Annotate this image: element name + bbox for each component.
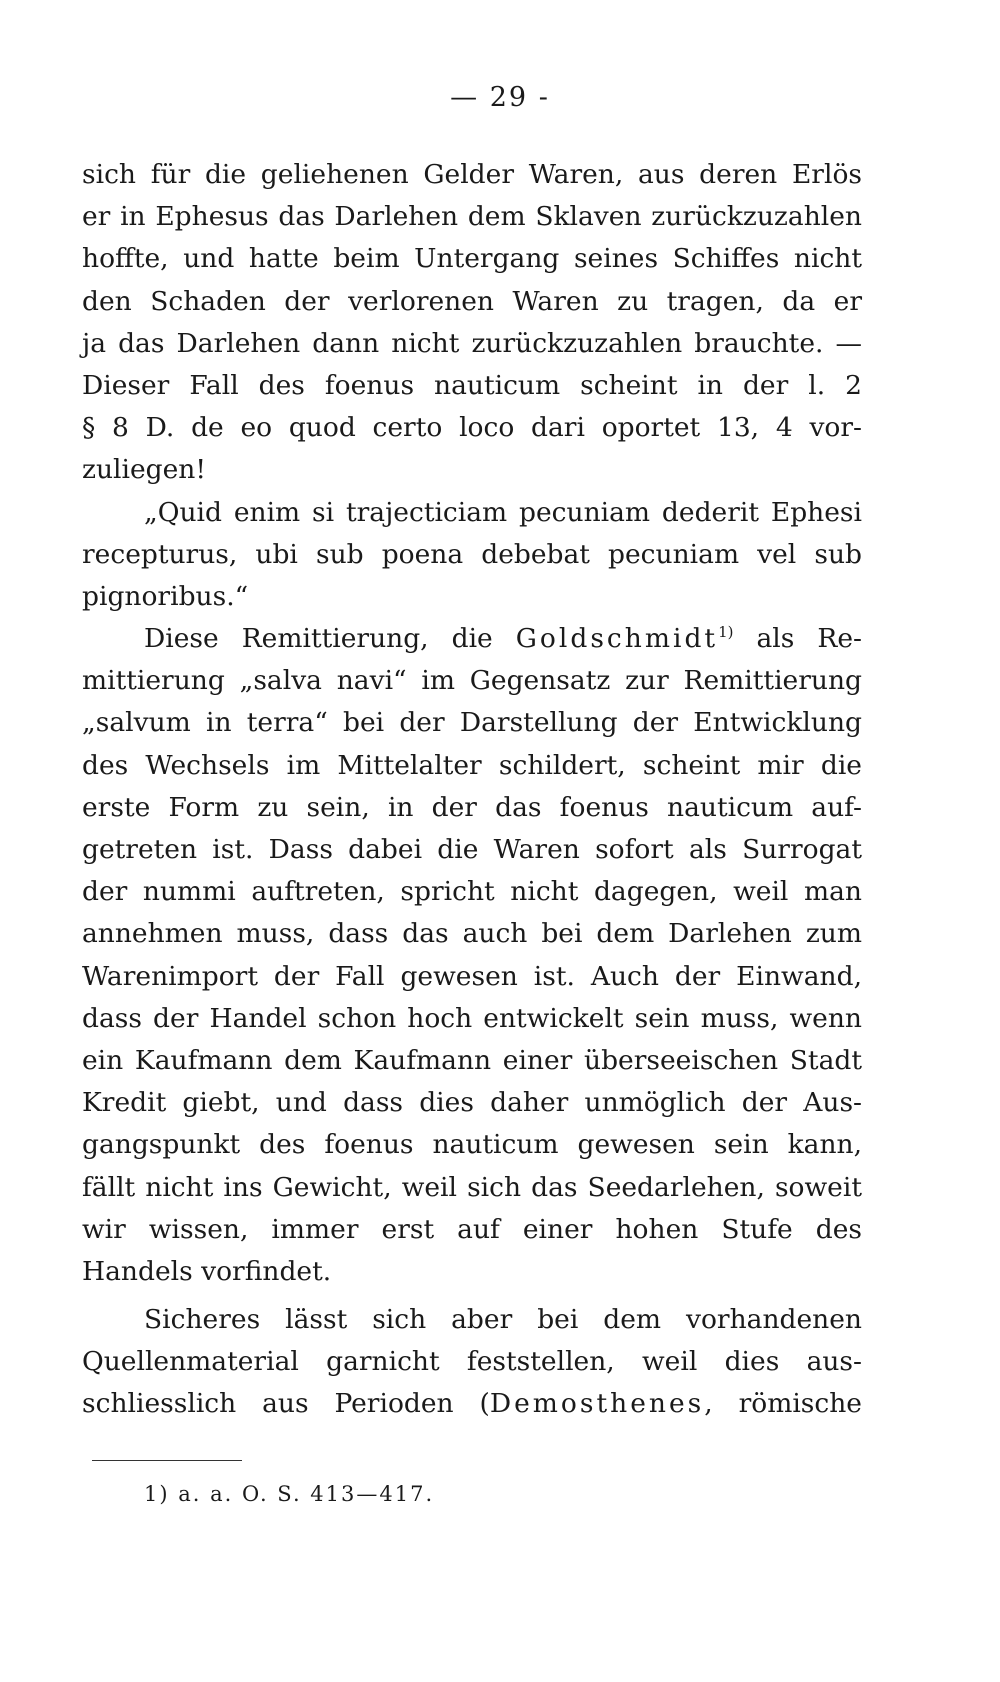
- text-line: fällt nicht ins Gewicht, weil sich das Seedarlehen, soweit: [82, 1171, 862, 1203]
- text-fragment: als Re-: [756, 623, 862, 655]
- page-number: — 29 -: [450, 82, 550, 113]
- text-line: Kredit giebt, und dass dies daher unmöglich der Aus-: [82, 1087, 862, 1119]
- text-line: zuliegen!: [82, 454, 207, 486]
- text-line: hoffte, und hatte beim Untergang seines Schiffes nicht: [82, 243, 862, 275]
- text-line: dass der Handel schon hoch entwickelt sein muss, wenn: [82, 1002, 862, 1034]
- body-text: [82, 154, 862, 1426]
- text-line: annehmen muss, dass das auch bei dem Darlehen zum: [82, 918, 862, 950]
- text-line: Quellenmaterial garnicht feststellen, weil dies aus-: [82, 1346, 862, 1378]
- text-line: wir wissen, immer erst auf einer hohen Stufe des: [82, 1213, 862, 1245]
- text-line: „salvum in terra“ bei der Darstellung der Entwicklung: [82, 707, 862, 739]
- text-line: § 8 D. de eo quod certo loco dari oportet 13, 4 vor-: [82, 412, 862, 444]
- text-line: des Wechsels im Mittelalter schildert, scheint mir die: [82, 749, 862, 781]
- quote-line: „Quid enim si trajecticiam pecuniam dederit Ephesi: [144, 496, 862, 528]
- text-line: [82, 1383, 862, 1425]
- author-name: Goldschmidt: [515, 623, 719, 655]
- text-line: [82, 618, 862, 660]
- text-line: erste Form zu sein, in der das foenus nauticum auf-: [82, 791, 862, 823]
- text-line: Handels vorfindet.: [82, 1255, 332, 1287]
- footnote: 1) a. a. O. S. 413—417.: [144, 1482, 435, 1506]
- text-line: mittierung „salva navi“ im Gegensatz zur Remittierung: [82, 665, 862, 697]
- quote-line: pignoribus.“: [82, 580, 249, 612]
- text-fragment: schliesslich aus Perioden (: [82, 1388, 490, 1420]
- text-line: er in Ephesus das Darlehen dem Sklaven zurückzuzahlen: [82, 201, 862, 233]
- text-line: ein Kaufmann dem Kaufmann einer überseeischen Stadt: [82, 1044, 862, 1076]
- text-line: sich für die geliehenen Gelder Waren, aus deren Erlös: [82, 159, 862, 190]
- footnote-divider: [92, 1460, 242, 1461]
- footnote-marker: 1): [718, 623, 734, 642]
- text-line: Sicheres lässt sich aber bei dem vorhandenen: [144, 1304, 862, 1336]
- text-line: Warenimport der Fall gewesen ist. Auch der Einwand,: [82, 960, 862, 992]
- author-name: Demosthenes: [489, 1388, 705, 1420]
- text-line: Dieser Fall des foenus nauticum scheint in der l. 2: [82, 369, 862, 401]
- text-line: der nummi auftreten, spricht nicht dagegen, weil man: [82, 876, 862, 908]
- text-line: getreten ist. Dass dabei die Waren sofort als Surrogat: [82, 834, 862, 865]
- text-line: ja das Darlehen dann nicht zurückzuzahlen brauchte. —: [82, 327, 862, 359]
- text-fragment: , römische: [704, 1388, 862, 1420]
- text-fragment: Diese Remittierung, die: [144, 623, 493, 655]
- quote-line: recepturus, ubi sub poena debebat pecuniam vel sub: [82, 538, 862, 570]
- text-line: den Schaden der verlorenen Waren zu tragen, da er: [82, 285, 862, 317]
- text-line: gangspunkt des foenus nauticum gewesen sein kann,: [82, 1129, 862, 1161]
